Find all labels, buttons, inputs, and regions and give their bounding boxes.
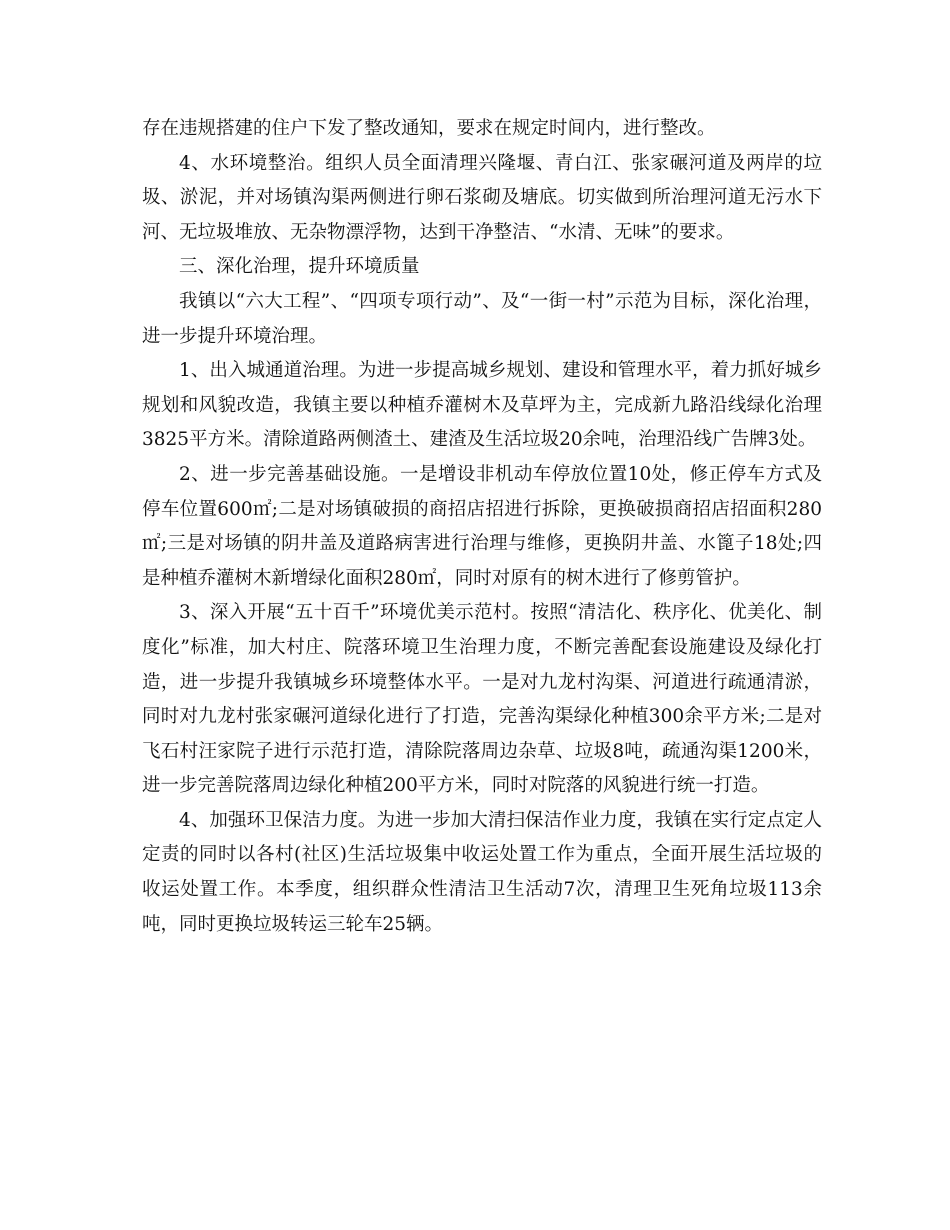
paragraph-4: 1、出入城通道治理。为进一步提高城乡规划、建设和管理水平，着力抓好城乡规划和风貌改造，我镇主要以种植乔灌树木及草坪为主，完成新九路沿线绿化治理3825平方米。清除道路两侧渣土、建渣及生活垃圾20余吨，治理沿线广告牌3处。 — [142, 360, 822, 451]
paragraph-7: 4、加强环卫保洁力度。为进一步加大清扫保洁作业力度，我镇在实行定点定人定责的同时以各村(社区)生活垃圾集中收运处置工作为重点，全面开展生活垃圾的收运处置工作。本季度，组织群众性清洁卫生活动7次，清理卫生死角垃圾113余吨，同时更换垃圾转运三轮车25辆。 — [142, 809, 822, 935]
section-heading: 三、深化治理，提升环境质量 — [179, 256, 420, 278]
paragraph-3: 我镇以“六大工程”、“四项专项行动”、及“一街一村”示范为目标，深化治理，进一步提升环境治理。 — [142, 290, 822, 347]
paragraph-1: 存在违规搭建的住户下发了整改通知，要求在规定时间内，进行整改。 — [142, 118, 716, 139]
paragraph-6: 3、深入开展“五十百千”环境优美示范村。按照“清洁化、秩序化、优美化、制度化”标准，加大村庄、院落环境卫生治理力度，不断完善配套设施建设及绿化打造，进一步提升我镇城乡环境整体水平。一是对九龙村沟渠、河道进行疏通清淤，同时对九龙村张家碾河道绿化进行了打造，完善沟渠绿化种植300余平方米;二是对飞石村汪家院子进行示范打造，清除院落周边杂草、垃圾8吨，疏通沟渠1200米，进一步完善院落周边绿化种植200平方米，同时对院落的风貌进行统一打造。 — [142, 602, 822, 797]
paragraph-2: 4、水环境整治。组织人员全面清理兴隆堰、青白江、张家碾河道及两岸的垃圾、淤泥，并对场镇沟渠两侧进行卵石浆砌及塘底。切实做到所治理河道无污水下河、无垃圾堆放、无杂物漂浮物，达到干净整洁、“水清、无味”的要求。 — [142, 152, 822, 243]
paragraph-5: 2、进一步完善基础设施。一是增设非机动车停放位置10处，修正停车方式及停车位置600㎡;二是对场镇破损的商招店招进行拆除，更换破损商招店招面积280㎡;三是对场镇的阴井盖及道路病害进行治理与维修，更换阴井盖、水篦子18处;四是种植乔灌树木新增绿化面积280㎡，同时对原有的树木进行了修剪管护。 — [142, 463, 822, 589]
document-body — [142, 112, 822, 942]
